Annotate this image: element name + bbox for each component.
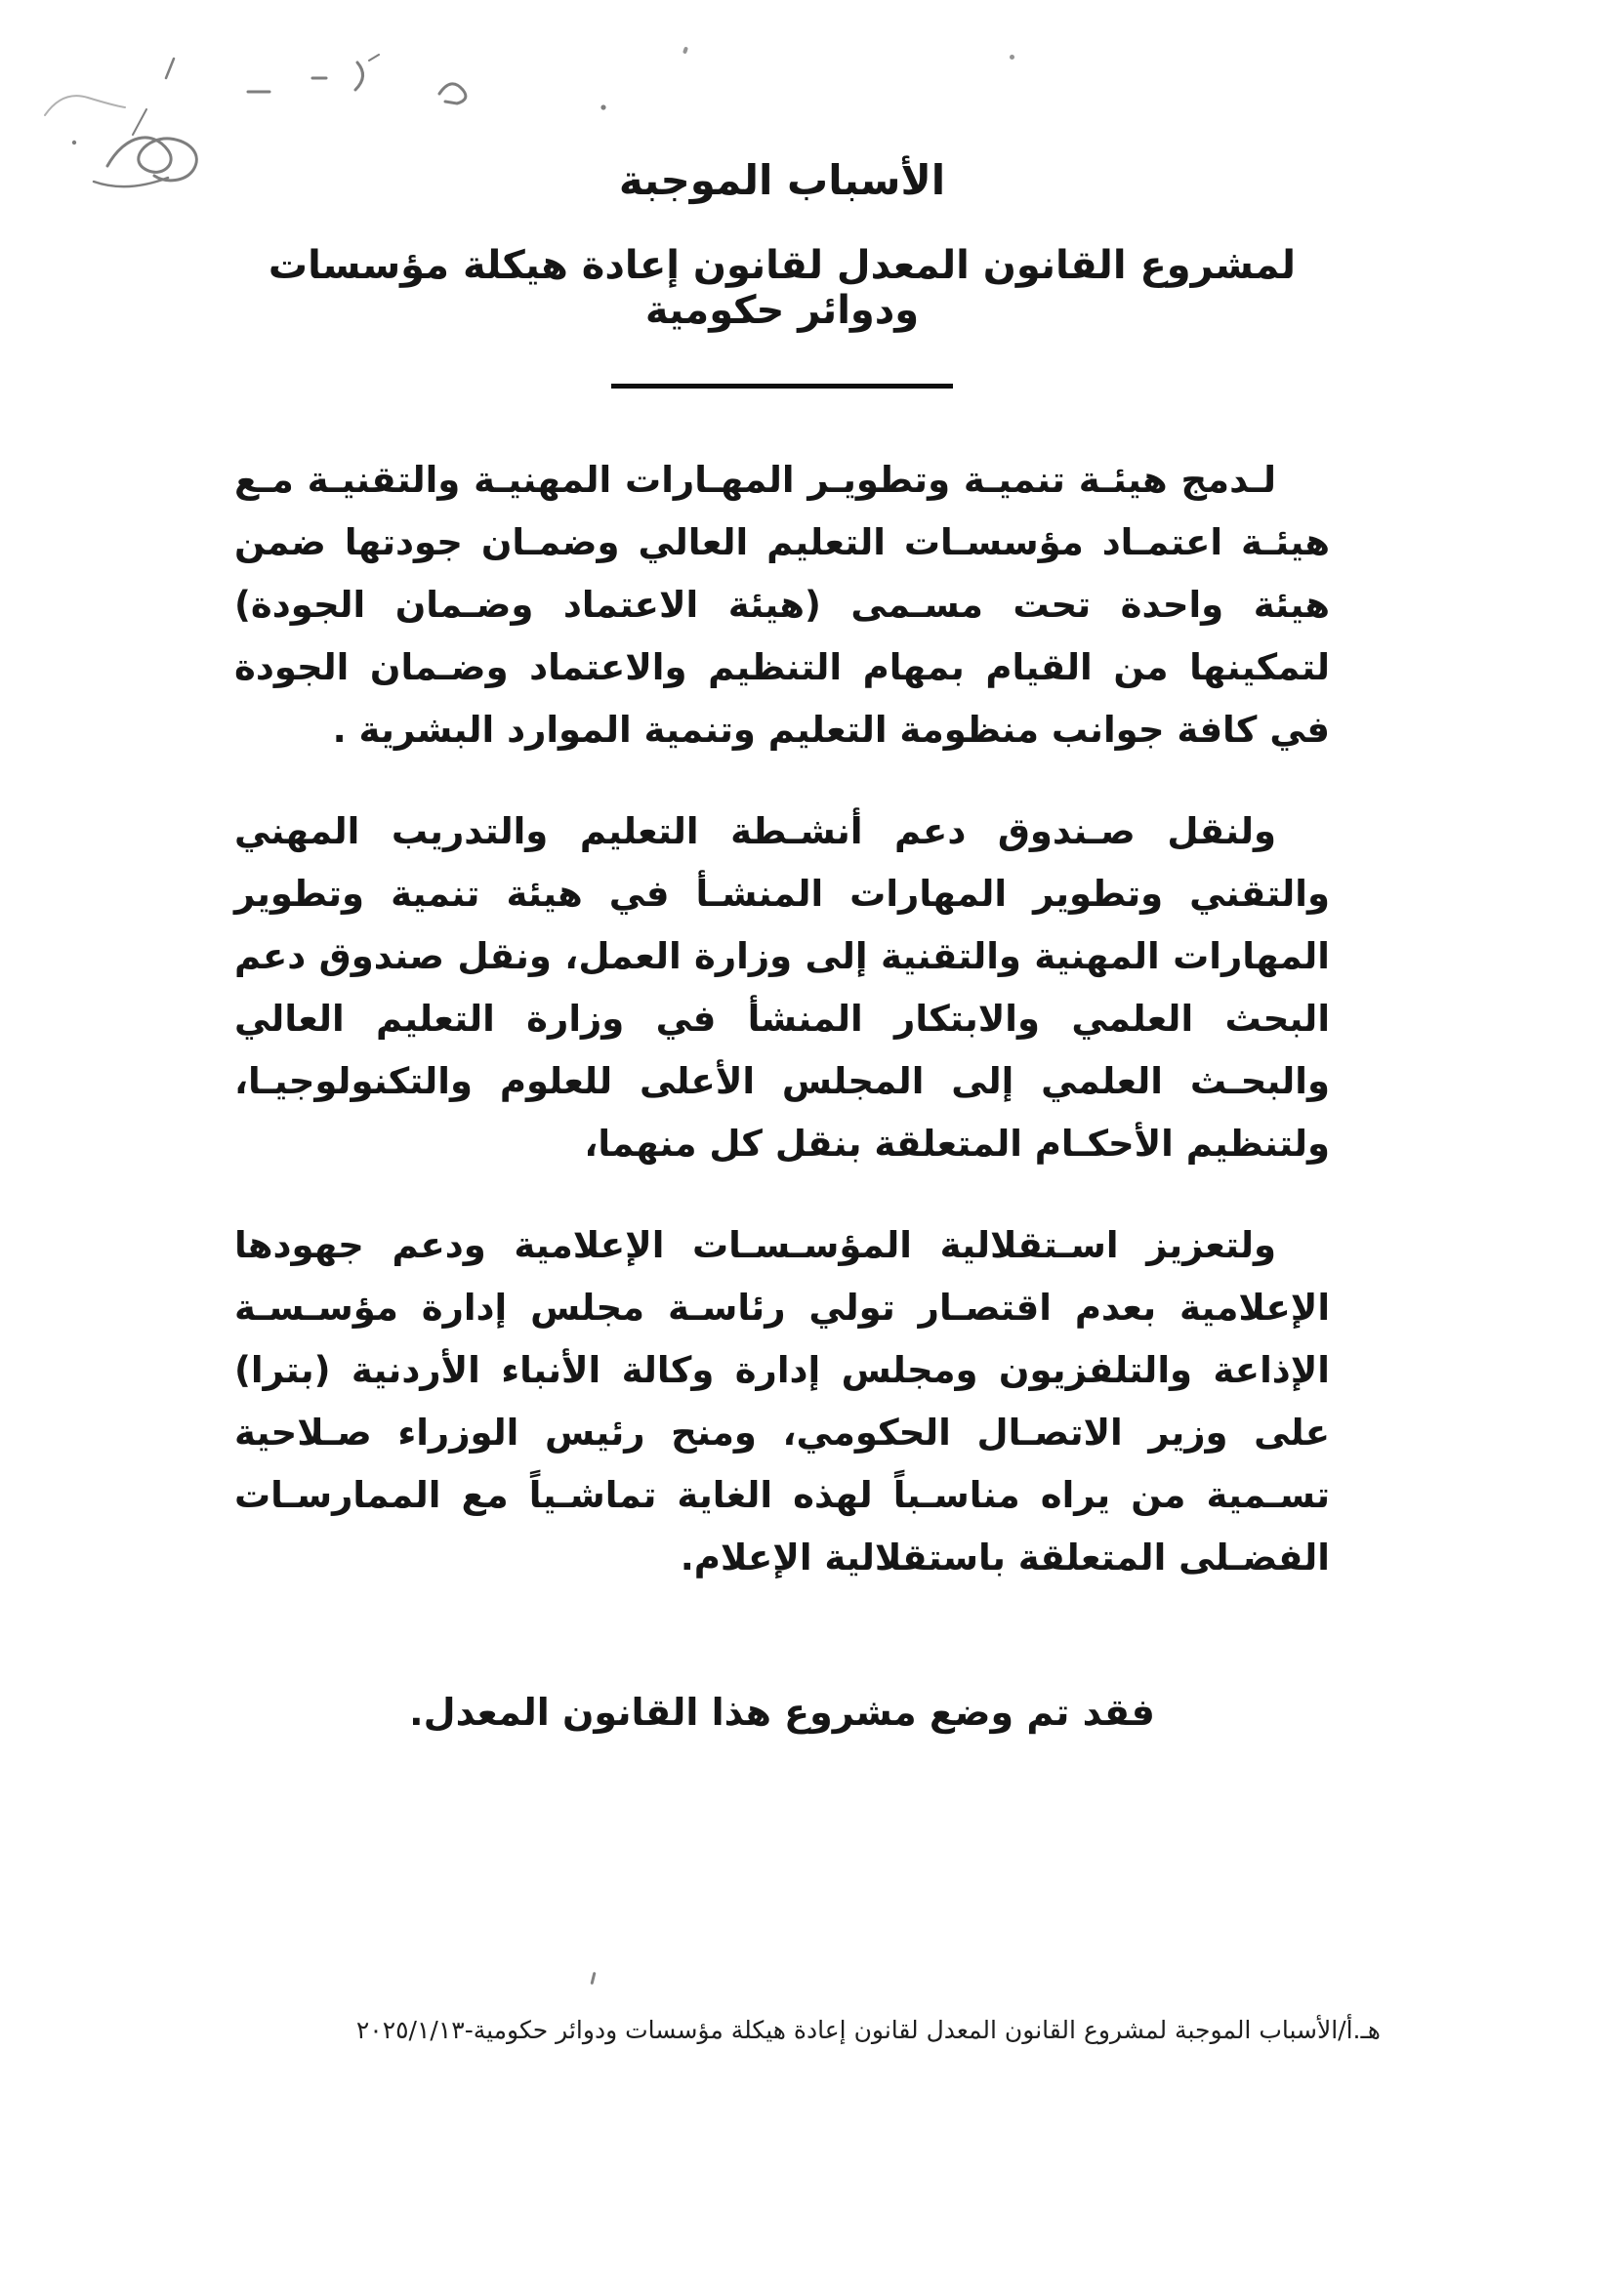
document-body (234, 0, 1330, 1734)
body-paragraph-media-independence: ولتعزيز اسـتقلالية المؤسـسـات الإعلامية ودعم جهودها الإعلامية بعدم اقتصـار تولي رئاسـة مجلس إدارة مؤسـسـة الإذاعة والتلفزيون ومجلس إدارة وكالة الأنباء الأردنية (بترا) على وزير الاتصـال الحكومي، ومنح رئيس الوزراء صـلاحية تسـمية من يراه مناسـباً لهذه الغاية تماشـياً مع الممارسـات الفضـلى المتعلقة باستقلالية الإعلام. (234, 1224, 1330, 1578)
title-divider-rule (611, 384, 953, 389)
paragraphs-block (234, 449, 1330, 1589)
footer-ink-tick-artifact (590, 1972, 596, 1985)
closing-statement: فقد تم وضع مشروع هذا القانون المعدل. (409, 1691, 1155, 1734)
document-subtitle: لمشروع القانون المعدل لقانون إعادة هيكلة مؤسسات ودوائر حكومية (268, 243, 1297, 333)
document-title: الأسباب الموجبة (618, 156, 946, 204)
footer-reference-line: هـ.أ/الأسباب الموجبة لمشروع القانون المعدل لقانون إعادة هيكلة مؤسسات ودوائر حكومية-٢٠٢٥/١/١٣ (355, 2016, 1381, 2044)
body-paragraph-merger: لـدمج هيئـة تنميـة وتطويـر المهـارات المهنيـة والتقنيـة مـع هيئـة اعتمـاد مؤسسـات التعليم العالي وضمـان جودتها ضمن هيئة واحدة تحت مسـمى (هيئة الاعتماد وضـمان الجودة) لتمكينها من القيام بمهام التنظيم والاعتماد وضـمان الجودة في كافة جوانب منظومة التعليم وتنمية الموارد البشرية . (234, 459, 1330, 751)
body-paragraph-funds-transfer: ولنقل صـندوق دعم أنشـطة التعليم والتدريب المهني والتقني وتطوير المهارات المنشـأ في هيئة تنمية وتطوير المهارات المهنية والتقنية إلى وزارة العمل، ونقل صندوق دعم البحث العلمي والابتكار المنشأ في وزارة التعليم العالي والبحـث العلمي إلى المجلس الأعلى للعلوم والتكنولوجيـا، ولتنظيم الأحكـام المتعلقة بنقل كل منهما، (234, 810, 1330, 1165)
